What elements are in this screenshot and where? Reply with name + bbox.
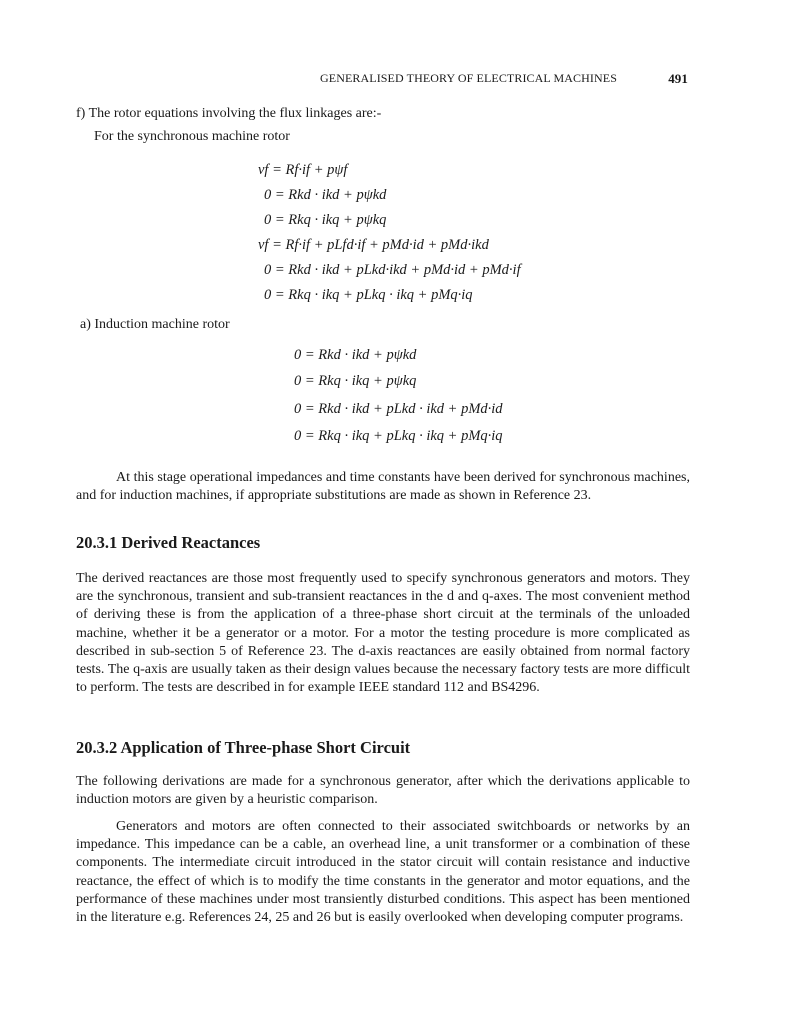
equation-induction-4: 0 = Rkq · ikq + pLkq · ikq + pMq·iq xyxy=(294,428,503,444)
equation-sync-1: vf = Rf·if + pψf xyxy=(258,162,348,178)
equation-sync-6: 0 = Rkq · ikq + pLkq · ikq + pMq·iq xyxy=(264,287,473,303)
section-a-label: a) Induction machine rotor xyxy=(80,317,230,332)
paragraph-generators-motors: Generators and motors are often connected to their associated switchboards or networks by an impedance. This impedance can be a cable, an overhead line, a unit transformer or a combination of these components. The intermediate circuit introduced in the stator circuit will contain resistance and inductive reactance, the effect of which is to modify the time constants in the generator and motor equations, and the performance of these machines under most transiently disturbed conditions. This aspect has been mentioned in the literature e.g. References 24, 25 and 26 but is easily overlooked when developing computer programs. xyxy=(76,819,690,926)
equation-sync-3: 0 = Rkq · ikq + pψkq xyxy=(264,212,387,228)
equation-sync-4: vf = Rf·if + pLfd·if + pMd·id + pMd·ikd xyxy=(258,237,489,253)
heading-20-3-1: 20.3.1 Derived Reactances xyxy=(76,533,261,552)
equation-sync-5: 0 = Rkd · ikd + pLkd·ikd + pMd·id + pMd·if xyxy=(264,262,521,278)
equation-induction-1: 0 = Rkd · ikd + pψkd xyxy=(294,347,417,363)
page-number: 491 xyxy=(668,71,688,86)
paragraph-following-derivations: The following derivations are made for a synchronous generator, after which the derivations applicable to induction motors are given by a heuristic comparison. xyxy=(76,774,690,808)
heading-20-3-2: 20.3.2 Application of Three-phase Short Circuit xyxy=(76,738,411,757)
running-head-title: GENERALISED THEORY OF ELECTRICAL MACHINES xyxy=(320,71,617,85)
paragraph-derived-reactances: The derived reactances are those most frequently used to specify synchronous generators and motors. They are the synchronous, transient and sub-transient reactances in the d and q-axes. The most convenient method of deriving these is from the application of a three-phase short circuit at the terminals of the unloaded machine, whether it be a generator or a motor. For a motor the testing procedure is more complicated as described in sub-section 5 of Reference 23. The d-axis reactances are easily obtained from normal factory tests. The q-axis are usually taken as their design values because the necessary factory tests are more difficult to perform. The tests are described in for example IEEE standard 112 and BS4296. xyxy=(76,571,690,696)
paragraph-stage: At this stage operational impedances and time constants have been derived for synchronous machines, and for induction machines, if appropriate substitutions are made as shown in Reference 23. xyxy=(76,470,690,504)
equation-induction-3: 0 = Rkd · ikd + pLkd · ikd + pMd·id xyxy=(294,401,503,417)
section-f-subheading: For the synchronous machine rotor xyxy=(94,129,290,144)
section-f-label: f) The rotor equations involving the flux linkages are:- xyxy=(76,106,382,121)
equation-induction-2: 0 = Rkq · ikq + pψkq xyxy=(294,373,417,389)
equation-sync-2: 0 = Rkd · ikd + pψkd xyxy=(264,187,387,203)
